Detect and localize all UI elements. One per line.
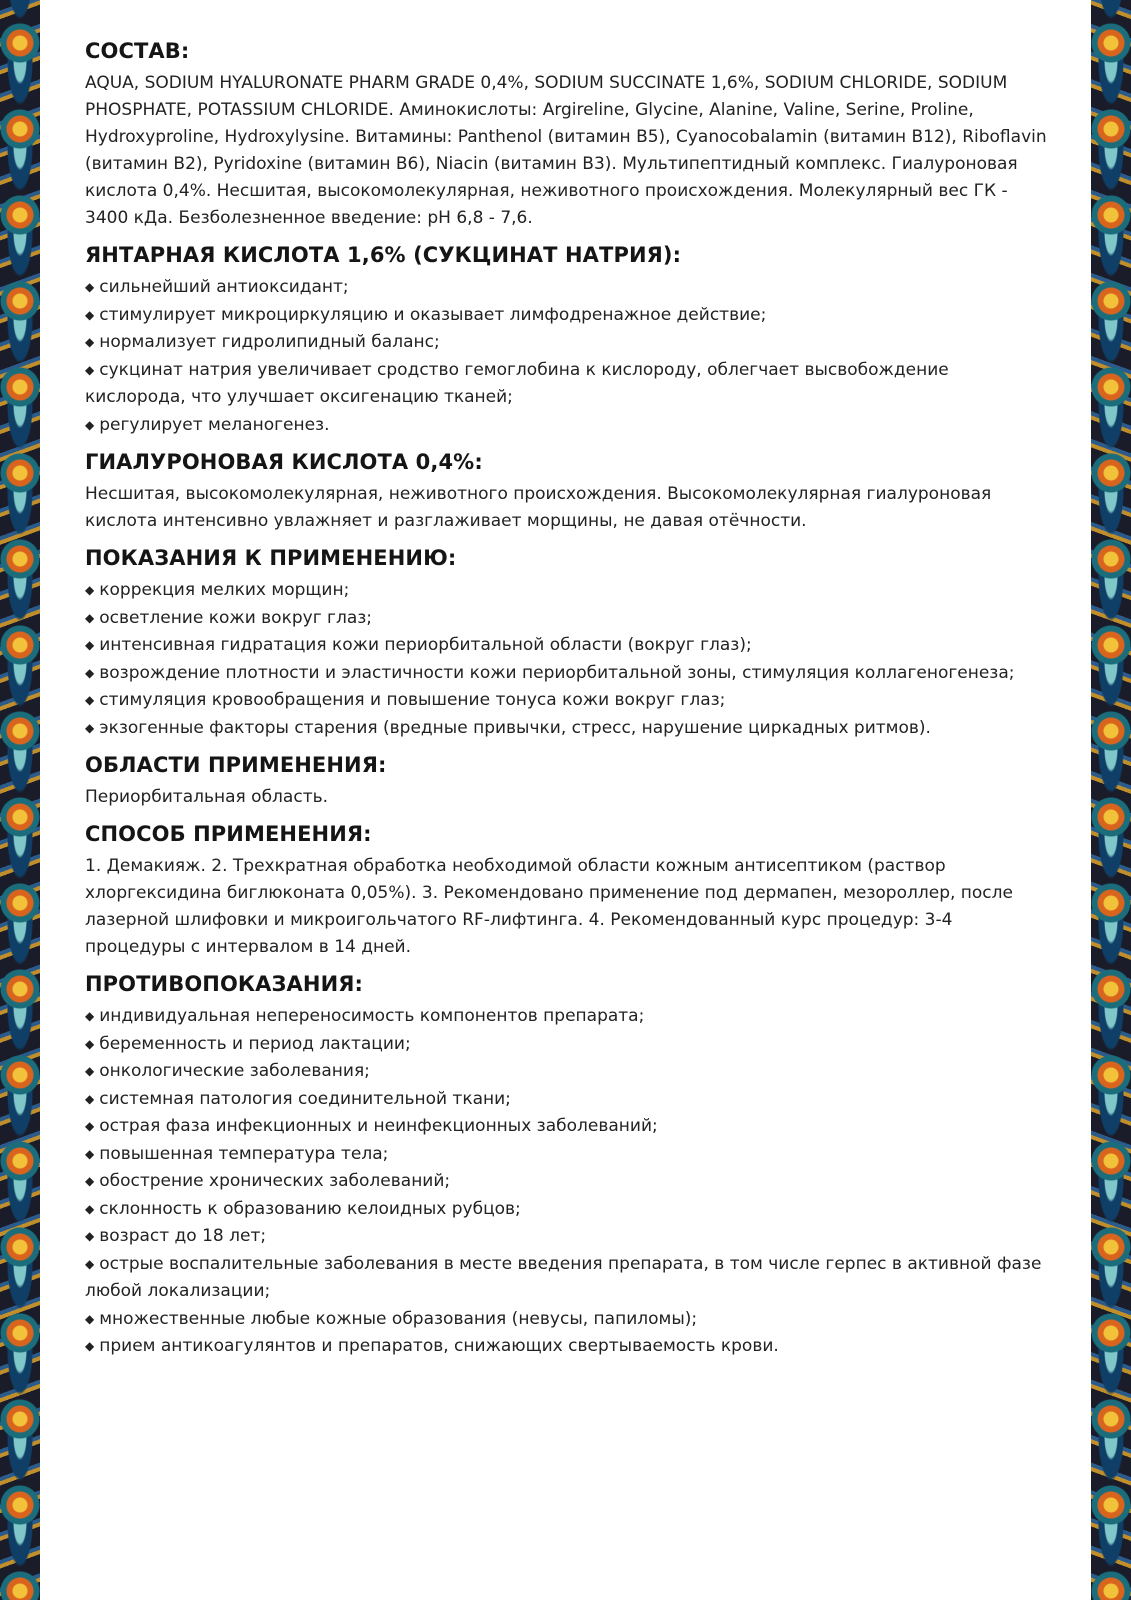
bullet-icon: ◆ — [85, 307, 95, 322]
list-item — [85, 1113, 1051, 1141]
bullet-icon: ◆ — [85, 1146, 95, 1161]
list-item — [85, 577, 1051, 605]
list-item-text: экзогенные факторы старения (вредные привычки, стресс, нарушение циркадных ритмов). — [99, 717, 931, 738]
section-title: ГИАЛУРОНОВАЯ КИСЛОТА 0,4%: — [85, 450, 483, 474]
indications-section — [85, 545, 1051, 742]
list-item — [85, 1196, 1051, 1224]
bullet-icon: ◆ — [85, 1201, 95, 1216]
list-item — [85, 329, 1051, 357]
bullet-icon: ◆ — [85, 1091, 95, 1106]
section-title: ПОКАЗАНИЯ К ПРИМЕНЕНИЮ: — [85, 546, 457, 570]
bullet-icon: ◆ — [85, 1339, 95, 1353]
bullet-icon: ◆ — [85, 1174, 95, 1188]
list-item-text: индивидуальная непереносимость компонентов препарата; — [99, 1006, 645, 1026]
bullet-icon: ◆ — [85, 417, 95, 432]
list-item-text: регулирует меланогенез. — [99, 414, 330, 435]
list-item-text: системная патология соединительной ткани; — [99, 1088, 511, 1109]
list-item-text: стимулирует микроциркуляцию и оказывает лимфодренажное действие; — [99, 304, 767, 325]
list-item — [85, 715, 1051, 743]
list-item-text: обострение хронических заболеваний; — [99, 1171, 451, 1191]
hyaluronic-text: Несшитая, высокомолекулярная, неживотного происхождения. Высокомолекулярная гиалуроновая кислота интенсивно увлажняет и разглаживает морщины, не давая отёчности. — [85, 484, 992, 531]
list-item-text: интенсивная гидратация кожи периорбитальной области (вокруг глаз); — [99, 635, 752, 655]
bullet-icon: ◆ — [85, 720, 95, 735]
list-item-text: возраст до 18 лет; — [99, 1226, 267, 1246]
bullet-icon: ◆ — [85, 280, 95, 294]
list-item — [85, 605, 1051, 633]
indications-list — [85, 577, 1051, 742]
list-item — [85, 632, 1051, 660]
bullet-icon: ◆ — [85, 665, 95, 680]
section-title: ПРОТИВОПОКАЗАНИЯ: — [85, 972, 364, 996]
succinic-list — [85, 274, 1051, 439]
section-title: СПОСОБ ПРИМЕНЕНИЯ: — [85, 822, 372, 846]
composition-text: AQUA, SODIUM HYALURONATE PHARM GRADE 0,4%, SODIUM SUCCINATE 1,6%, SODIUM CHLORIDE, SODIUM PHOSPHATE, POTASSIUM CHLORIDE. Аминокислоты: Argireline, Glycine, Alanine, Valine, Serine, Proline, Hydroxyproline, Hydroxylysine. Витамины: Panthenol (витамин B5), Cyanocobalamin (витамин B12), Riboflavin (витамин B2), Pyridoxine (витамин B6), Niacin (витамин B3). Мультипептидный комплекс. Гиалуроновая кислота 0,4%. Несшитая, высокомолекулярная, неживотного происхождения. Молекулярный вес ГК - 3400 кДа. Безболезненное введение: pH 6,8 - 7,6. — [85, 73, 1047, 228]
list-item — [85, 1003, 1051, 1031]
list-item — [85, 1306, 1051, 1334]
bullet-icon: ◆ — [85, 335, 95, 349]
bullet-icon: ◆ — [85, 1119, 95, 1133]
list-item — [85, 1058, 1051, 1086]
succinic-section — [85, 242, 1051, 439]
hyaluronic-section — [85, 449, 1051, 535]
contraindications-list — [85, 1003, 1051, 1361]
bullet-icon: ◆ — [85, 583, 95, 597]
section-title: СОСТАВ: — [85, 39, 190, 63]
list-item — [85, 660, 1051, 688]
bullet-icon: ◆ — [85, 1229, 95, 1243]
list-item — [85, 357, 1051, 412]
bullet-icon: ◆ — [85, 362, 95, 377]
ornament-border-right — [1091, 0, 1131, 1600]
list-item — [85, 1031, 1051, 1059]
list-item — [85, 1168, 1051, 1196]
list-item-text: повышенная температура тела; — [99, 1143, 389, 1164]
bullet-icon: ◆ — [85, 1256, 95, 1271]
list-item-text: осветление кожи вокруг глаз; — [99, 607, 373, 628]
contraindications-section — [85, 971, 1051, 1361]
list-item-text: сильнейший антиоксидант; — [99, 277, 349, 297]
bullet-icon: ◆ — [85, 610, 95, 625]
list-item-text: множественные любые кожные образования (невусы, папиломы); — [99, 1308, 698, 1329]
composition-section — [85, 38, 1051, 232]
bullet-icon: ◆ — [85, 1009, 95, 1023]
bullet-icon: ◆ — [85, 638, 95, 652]
list-item — [85, 1333, 1051, 1361]
list-item-text: возрождение плотности и эластичности кожи периорбитальной зоны, стимуляция коллагеногенеза; — [99, 662, 1015, 683]
list-item-text: сукцинат натрия увеличивает сродство гемоглобина к кислороду, облегчает высвобождение кислорода, что улучшает оксигенацию тканей; — [85, 359, 949, 407]
list-item-text: нормализует гидролипидный баланс; — [99, 332, 440, 352]
section-title: ОБЛАСТИ ПРИМЕНЕНИЯ: — [85, 753, 387, 777]
list-item-text: острая фаза инфекционных и неинфекционных заболеваний; — [99, 1116, 658, 1136]
list-item-text: склонность к образованию келоидных рубцов; — [99, 1198, 521, 1219]
list-item-text: стимуляция кровообращения и повышение тонуса кожи вокруг глаз; — [99, 690, 726, 710]
list-item — [85, 274, 1051, 302]
list-item — [85, 412, 1051, 440]
list-item-text: прием антикоагулянтов и препаратов, снижающих свертываемость крови. — [99, 1336, 779, 1356]
list-item-text: коррекция мелких морщин; — [99, 580, 350, 600]
list-item — [85, 1223, 1051, 1251]
list-item — [85, 302, 1051, 330]
list-item — [85, 1086, 1051, 1114]
bullet-icon: ◆ — [85, 693, 95, 707]
section-title: ЯНТАРНАЯ КИСЛОТА 1,6% (СУКЦИНАТ НАТРИЯ): — [85, 243, 682, 267]
list-item — [85, 687, 1051, 715]
method-section — [85, 821, 1051, 961]
bullet-icon: ◆ — [85, 1036, 95, 1051]
bullet-icon: ◆ — [85, 1311, 95, 1326]
list-item — [85, 1141, 1051, 1169]
list-item-text: беременность и период лактации; — [99, 1033, 411, 1054]
ornament-border-left — [0, 0, 40, 1600]
areas-section — [85, 752, 1051, 811]
bullet-icon: ◆ — [85, 1064, 95, 1078]
list-item-text: острые воспалительные заболевания в месте введения препарата, в том числе герпес в активной фазе любой локализации; — [85, 1253, 1042, 1301]
list-item — [85, 1251, 1051, 1306]
areas-text: Периорбитальная область. — [85, 787, 329, 807]
document-body — [85, 38, 1051, 1371]
method-text: 1. Демакияж. 2. Трехкратная обработка необходимой области кожным антисептиком (раствор хлоргексидина биглюконата 0,05%). 3. Рекомендовано применение под дермапен, мезороллер, после лазерной шлифовки и микроигольчатого RF-лифтинга. 4. Рекомендованный курс процедур: 3-4 процедуры с интервалом в 14 дней. — [85, 856, 1013, 957]
list-item-text: онкологические заболевания; — [99, 1061, 370, 1081]
